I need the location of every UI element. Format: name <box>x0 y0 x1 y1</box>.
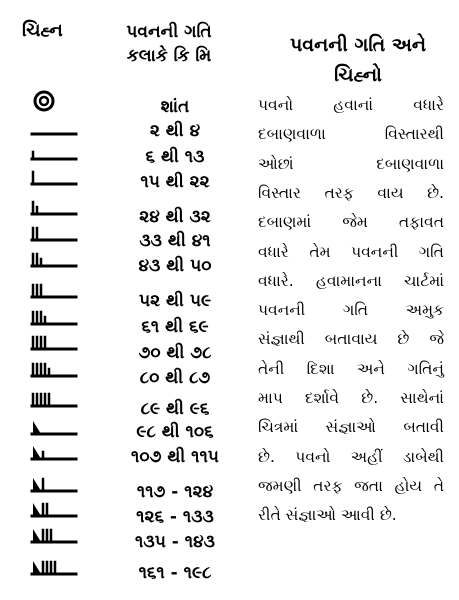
paragraph-word: વાય <box>377 183 404 202</box>
speed-label: ૮૦ થી ૮૭ <box>139 368 211 388</box>
speed-header-line1: પવનની ગતિ <box>126 22 212 42</box>
paragraph-word: છે. <box>361 389 379 407</box>
wind-barb-four-icon <box>30 331 78 355</box>
speed-label: ૨૪ થી ૩૨ <box>139 207 211 227</box>
paragraph-word: સંજ્ઞાથી <box>258 330 305 349</box>
paragraph-word: બતાવી <box>403 418 444 437</box>
paragraph-word: વિસ્તાર <box>258 183 301 202</box>
wind-barb-pennant-two-icon <box>30 498 78 522</box>
speed-label: ૮૯ થી ૯૬ <box>140 399 210 419</box>
wind-barb-two-half-icon <box>30 248 78 272</box>
paragraph-word: વિસ્તારથી <box>384 125 444 144</box>
speed-label: ૧૬૧ - ૧૯૮ <box>138 563 212 583</box>
speed-label: ૬૧ થી ૬૯ <box>141 317 209 337</box>
wind-barb-one-half-icon <box>30 196 78 220</box>
paragraph-word: તરફ <box>324 183 354 202</box>
paragraph-word: સંજ્ઞાઓ <box>285 506 336 525</box>
paragraph-word: ડાબેથી <box>402 447 444 466</box>
paragraph-word: રીતે <box>258 506 281 525</box>
paragraph-word: દબાણવાળા <box>376 154 444 173</box>
paragraph-word: તે <box>433 476 444 495</box>
paragraph-word: તેમ <box>309 242 331 261</box>
speed-label: ૧૨૬ - ૧૩૩ <box>136 507 214 527</box>
paragraph-word: પવનની <box>351 242 399 261</box>
paragraph-line <box>258 296 444 325</box>
paragraph-word: જેમ <box>342 213 368 232</box>
paragraph-word: બતાવાય <box>324 330 378 349</box>
speed-label: ૧૧૭ - ૧૨૪ <box>136 482 214 502</box>
wind-barb-four-half-icon <box>30 358 78 382</box>
paragraph-word: સંજ્ઞાઓ <box>325 418 376 437</box>
wind-barb-half-icon <box>30 141 78 165</box>
paragraph-line <box>258 179 444 208</box>
paragraph-line <box>258 150 444 179</box>
paragraph-word: દબાણવાળા <box>258 125 326 144</box>
speed-column-header <box>100 20 238 68</box>
symbol-column-header: ચિહ્ન <box>22 20 63 41</box>
wind-barb-three-icon <box>30 279 78 303</box>
wind-barb-two-icon <box>30 222 78 246</box>
paragraph-word: છે <box>397 330 410 349</box>
paragraph-line <box>258 355 444 384</box>
paragraph-word: હવામાનના <box>315 271 382 290</box>
wind-barb-pennant-icon <box>30 416 78 440</box>
paragraph-word: ઓછાં <box>258 154 294 173</box>
speed-label: શાંત <box>160 97 190 117</box>
paragraph-word: માપ <box>258 389 283 407</box>
speed-header-line2: કલાકે કિ મિ <box>126 46 212 66</box>
paragraph-word: તેની <box>258 359 285 378</box>
paragraph-word: ગતિનું <box>407 359 444 378</box>
paragraph-word: ચિત્રમાં <box>258 418 299 437</box>
paragraph-word: વધારે. <box>258 271 294 290</box>
paragraph-word: દિશા <box>306 359 335 378</box>
wind-barb-pennant-four-icon <box>30 556 78 580</box>
paragraph-word: આવી <box>341 506 375 525</box>
speed-label: ૧૫ થી ૨૨ <box>140 172 210 192</box>
paragraph-word: ગતિ <box>342 301 369 320</box>
paragraph-word: જમણી <box>258 476 302 495</box>
section-title <box>258 30 458 90</box>
speed-label: ૩૩ થી ૪૧ <box>139 231 211 251</box>
paragraph-word: તરફ <box>313 476 343 495</box>
paragraph-word: વધારે <box>258 242 289 261</box>
paragraph-word: અમુક <box>405 301 444 320</box>
paragraph-word: દબાણમાં <box>258 213 312 232</box>
speed-label: ૨ થી ૪ <box>149 121 201 141</box>
paragraph-line <box>258 443 444 472</box>
paragraph-word: ચાર્ટમાં <box>404 271 444 290</box>
paragraph-word: તફાવત <box>398 213 444 232</box>
wind-barb-shaft-icon <box>30 116 78 140</box>
speed-label: ૫૨ થી ૫૯ <box>138 291 212 311</box>
wind-barb-five-icon <box>30 388 78 412</box>
paragraph-word: જતા <box>354 476 383 495</box>
paragraph-word: પવનો <box>295 447 331 466</box>
paragraph-line <box>258 501 444 530</box>
title-line1: પવનની ગતિ અને <box>289 34 427 56</box>
speed-label: ૧૦૭ થી ૧૧૫ <box>131 447 219 467</box>
paragraph-line <box>258 208 444 237</box>
paragraph-word: છે. <box>427 183 444 202</box>
paragraph-line <box>258 267 444 296</box>
paragraph-line <box>258 472 444 501</box>
paragraph-word: ગતિ <box>418 242 444 261</box>
wind-barb-pennant-half-icon <box>30 441 78 465</box>
paragraph-word: પવનો <box>258 96 294 114</box>
calm-circle-icon <box>30 89 78 113</box>
paragraph-word: હોય <box>394 476 423 495</box>
speed-label: ૪૩ થી ૫૦ <box>138 256 212 276</box>
speed-label: ૧૩૫ - ૧૪૩ <box>135 532 215 552</box>
paragraph-line <box>258 384 444 413</box>
paragraph-line <box>258 91 444 120</box>
paragraph-word: અહીં <box>350 447 383 466</box>
paragraph-word: જે <box>429 330 444 349</box>
paragraph-line <box>258 238 444 267</box>
wind-barb-one-icon <box>30 166 78 190</box>
speed-label: ૬ થી ૧૩ <box>145 147 205 167</box>
wind-barb-pennant-three-icon <box>30 524 78 548</box>
paragraph-line <box>258 413 444 442</box>
speed-label: ૯૮ થી ૧૦૬ <box>136 422 214 442</box>
paragraph-word: વધારે <box>413 96 444 114</box>
paragraph-word: છે. <box>258 447 275 466</box>
wind-barb-pennant-one-icon <box>30 473 78 497</box>
speed-label: ૭૦ થી ૭૮ <box>138 343 212 363</box>
paragraph-word: સાથેનાં <box>400 389 444 407</box>
paragraph-word: છે. <box>379 506 397 525</box>
wind-barb-three-half-icon <box>30 306 78 330</box>
paragraph-line <box>258 120 444 149</box>
paragraph-word: દર્શાવે <box>305 389 340 407</box>
paragraph-word: પવનની <box>258 301 306 320</box>
paragraph-word: અને <box>357 359 385 378</box>
title-line2: ચિહ્નો <box>334 64 382 86</box>
paragraph-word: હવાનાં <box>333 96 374 114</box>
paragraph-line <box>258 325 444 354</box>
